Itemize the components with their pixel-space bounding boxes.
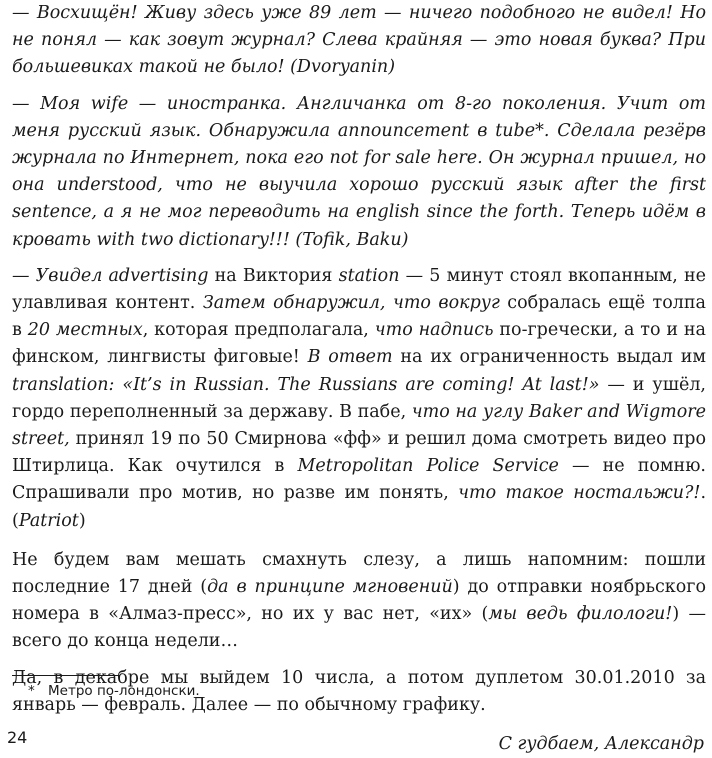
page-body	[12, 0, 706, 758]
italic-text-run: мы ведь филологи!	[488, 604, 673, 625]
text-run: на Виктория	[214, 265, 339, 286]
italic-text-run: что такое ностальжи?!	[458, 483, 701, 504]
footnote-mark: *	[28, 683, 35, 699]
text-run: принял 19 по 50 Смирнова «фф» и решил дома смотреть видео про Штирлица. Как очутился в	[12, 429, 706, 477]
text-run: ) до отправки ноябрьского номера в «Алмаз-пресс», но их у вас нет, «их» (	[12, 577, 706, 625]
text-run: Да, в декабре мы выйдем 10 числа, а потом дуплетом 30.01.2010 за январь — февраль. Далее — по обычному графику.	[12, 667, 706, 715]
italic-text-run: В ответ	[307, 347, 401, 368]
italic-text-run: — Моя wife — иностранка. Англичанка от 8-го поколения. Учит от меня русский язык. Обнаружила announcement в tube*. Сделала резёрв журнала по Интернет, пока его not for sale here. Он журнал пришел, но она understood, что не выучила хорошо русский язык after the first sentence, а я не мог переводить на english since the forth. Теперь идём в кровать with two dictionary!!! (Tofik, Baku)	[12, 93, 706, 250]
text-run: — не помню. Спрашивали про мотив, но разве им понять,	[12, 456, 706, 504]
text-run: , которая предполагала,	[142, 320, 375, 341]
text-run: — 5 минут стоял вкопанным, не улавливая контент.	[12, 265, 707, 314]
italic-text-run: Patriot	[18, 510, 79, 531]
italic-text-run: что на углу Baker and Wigmore street,	[12, 401, 707, 450]
closing-reminder	[12, 547, 706, 656]
footnote-divider	[12, 675, 120, 676]
letter-tofik	[12, 91, 706, 254]
italic-text-run: 20 местных	[27, 320, 143, 341]
text-run: на их ограниченность выдал им	[400, 347, 706, 368]
letter-dvoryanin	[12, 0, 706, 82]
text-run: )	[78, 510, 86, 531]
reader-letters	[12, 0, 706, 535]
text-run: Не будем вам мешать смахнуть слезу, а лишь напомним: пошли последние 17 дней (	[12, 549, 706, 598]
footnote-text: Метро по-лондонски.	[48, 683, 200, 699]
text-run: по-гречески, а то и на финском, лингвисты фиговые!	[12, 320, 706, 368]
italic-text-run: station	[338, 265, 400, 286]
footnote	[28, 682, 200, 700]
italic-text-run: Metropolitan Police Service	[297, 456, 559, 477]
letter-patriot	[12, 263, 706, 535]
text-run: . (	[12, 483, 707, 531]
italic-text-run: что надпись	[374, 320, 500, 341]
page-number: 24	[7, 728, 28, 747]
italic-text-run: да в принципе мгновений	[207, 577, 453, 598]
italic-text-run: — Увидел advertising	[12, 265, 215, 286]
italic-text-run: translation: «It’s in Russian. The Russians are coming! At last!»	[12, 374, 600, 395]
text-run: собралась ещё толпа в	[12, 293, 706, 341]
text-run: — и ушёл, гордо переполненный за державу. В пабе,	[12, 374, 706, 422]
italic-text-run: Затем обнаружил, что вокруг	[202, 293, 508, 314]
signature: С гудбаем, Александр	[498, 734, 704, 755]
text-run: ) — всего до конца недели…	[12, 604, 706, 652]
italic-text-run: — Восхищён! Живу здесь уже 89 лет — ничего подобного не видел! Но не понял — как зовут журнал? Слева крайняя — это новая буква? При большевиках такой не было! (Dvoryanin)	[12, 3, 706, 78]
